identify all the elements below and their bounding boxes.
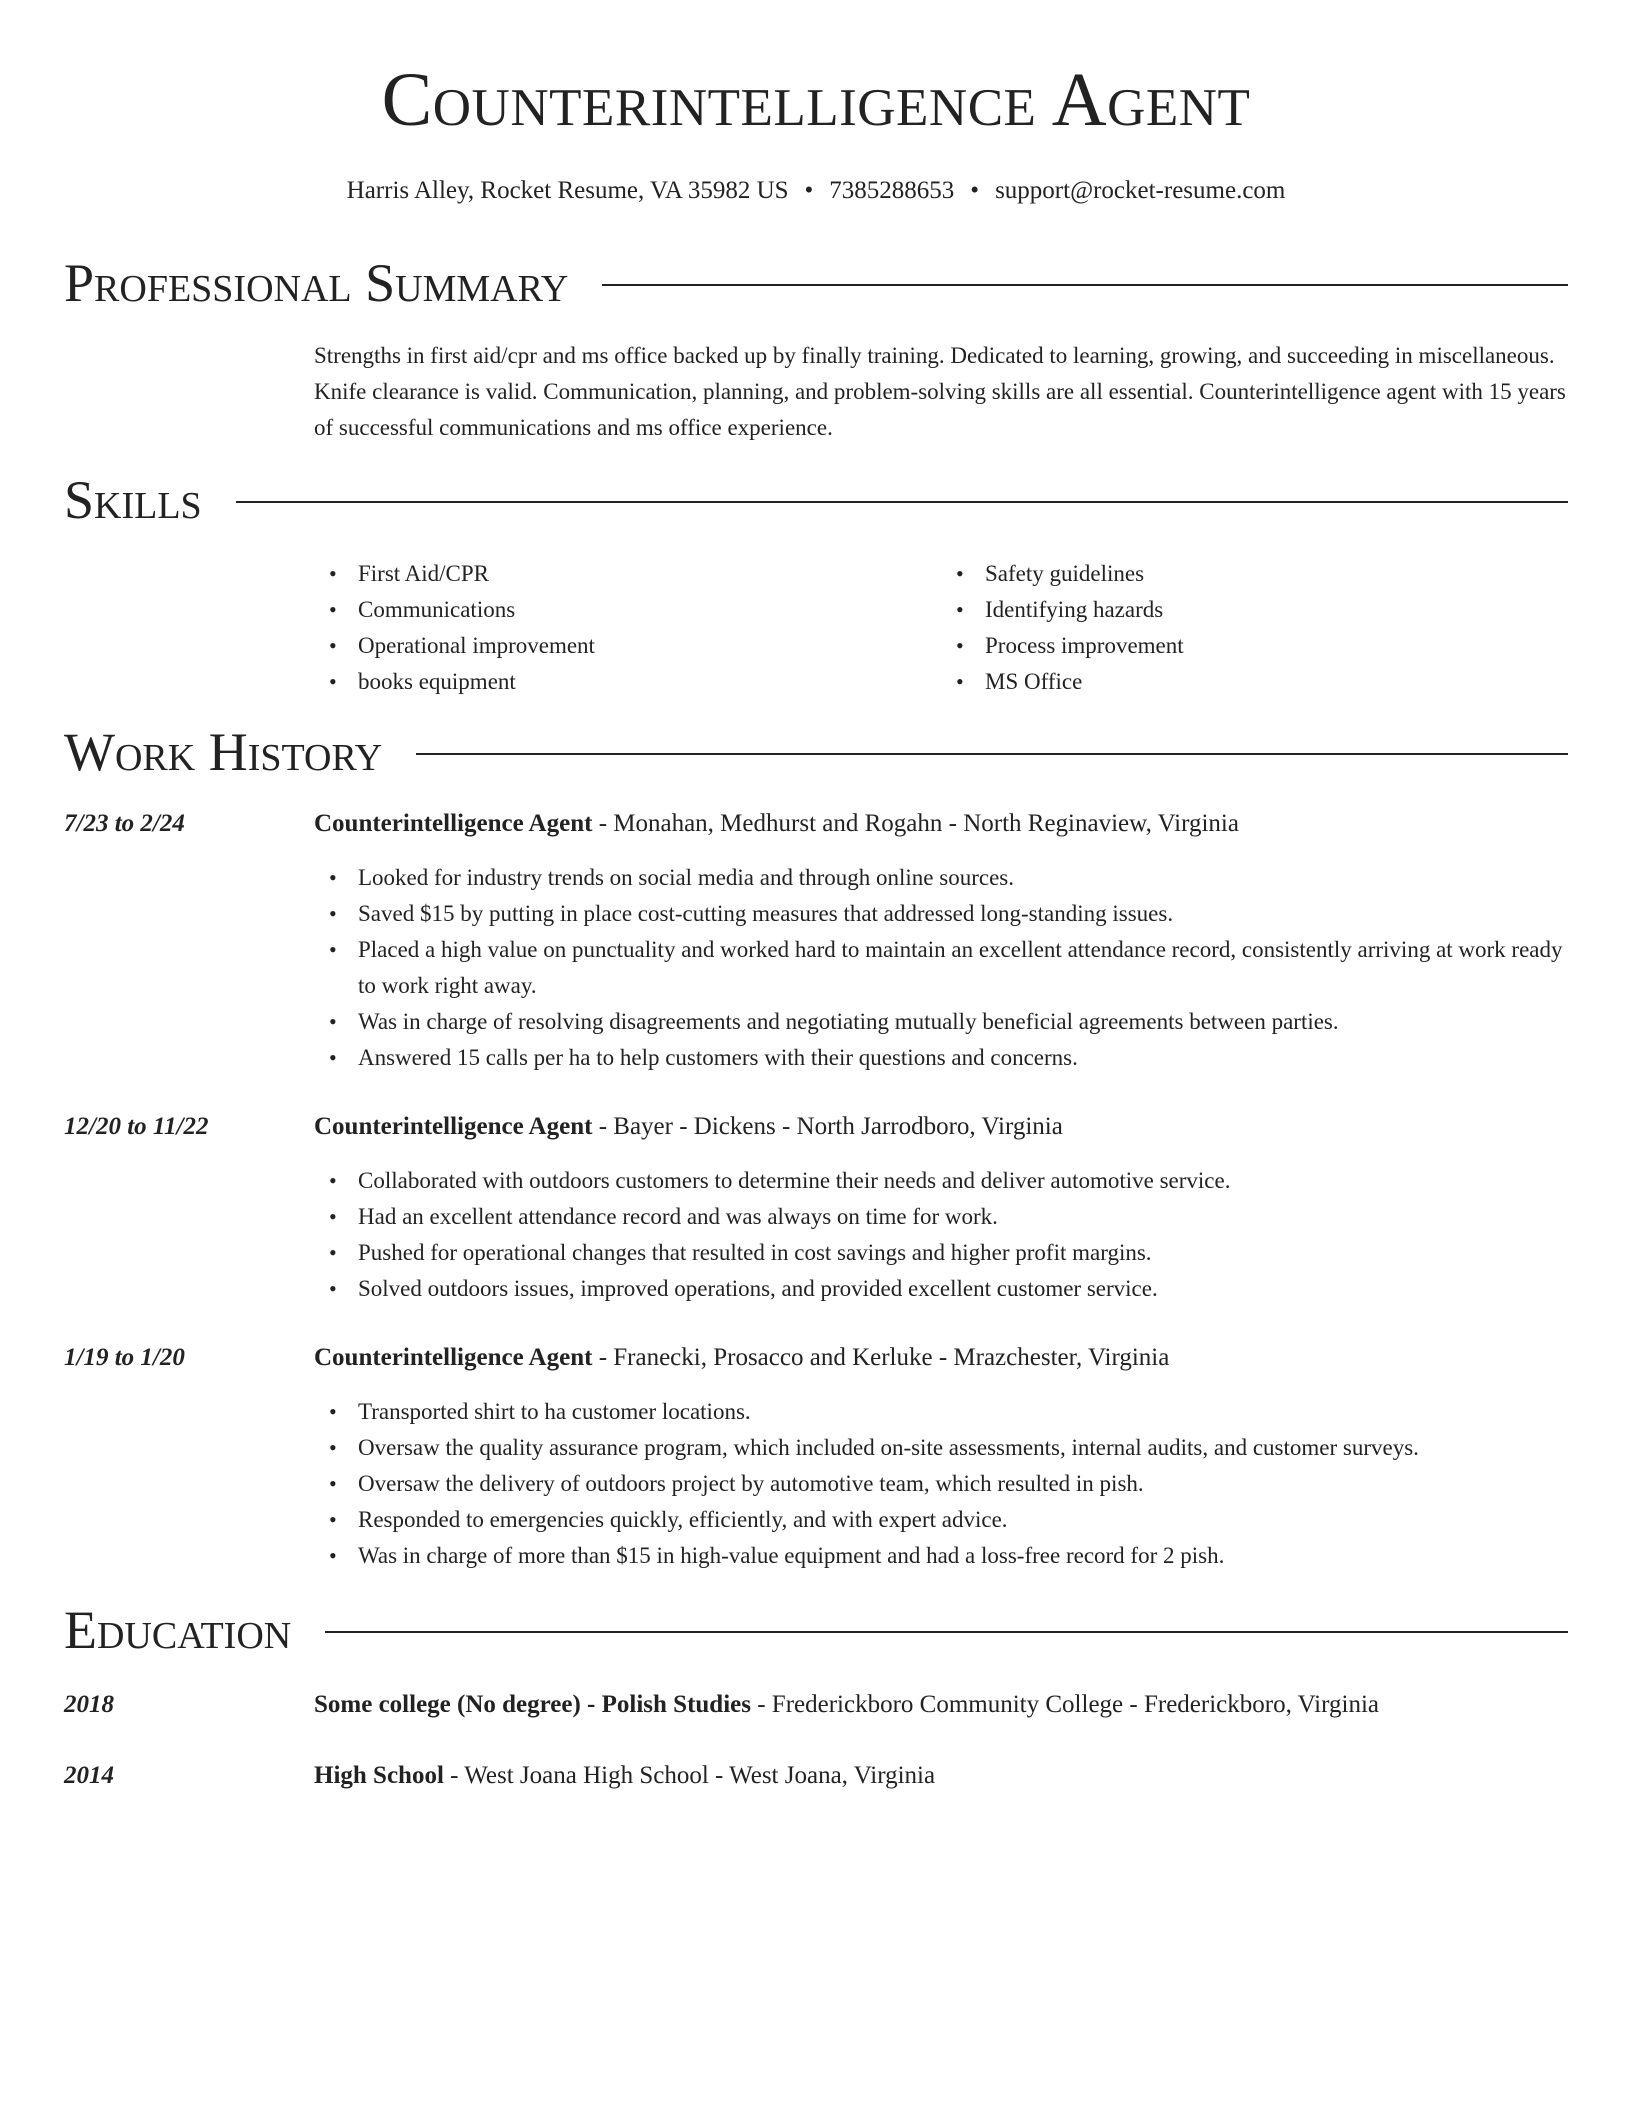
education-entry [64, 1687, 1568, 1723]
work-details: - Bayer - Dickens - North Jarrodboro, Virginia [592, 1113, 1063, 1140]
list-item: • Looked for industry trends on social media and through online sources. [358, 860, 1568, 896]
education-section-title: Education [64, 1600, 292, 1660]
work-section-title: Work History [64, 722, 383, 782]
contact-phone: 7385288653 [829, 177, 955, 204]
work-dates: 7/23 to 2/24 [64, 810, 185, 837]
skills-list [314, 556, 1568, 700]
list-item: • Saved $15 by putting in place cost-cutting measures that addressed long-standing issues. [358, 896, 1568, 932]
education-degree: High School [314, 1762, 444, 1789]
work-title: Counterintelligence Agent [314, 1113, 593, 1140]
contact-separator: • [970, 177, 980, 204]
education-degree: Some college (No degree) - Polish Studies [314, 1691, 751, 1718]
education-year: 2014 [64, 1762, 114, 1789]
work-title: Counterintelligence Agent [314, 810, 593, 837]
section-divider [325, 1631, 1568, 1633]
skills-section-header [64, 470, 1568, 530]
list-item: • Oversaw the quality assurance program, which included on-site assessments, internal audits, and customer surveys. [358, 1430, 1568, 1466]
work-headline [314, 806, 1568, 842]
list-item: • Collaborated with outdoors customers to determine their needs and deliver automotive service. [358, 1163, 1568, 1199]
education-details: - Frederickboro Community College - Frederickboro, Virginia [750, 1691, 1379, 1718]
work-title: Counterintelligence Agent [314, 1344, 593, 1371]
skill-item: • Identifying hazards [985, 592, 1568, 628]
section-divider [416, 753, 1568, 755]
list-item: • Answered 15 calls per ha to help customers with their questions and concerns. [358, 1040, 1568, 1076]
skill-item: • First Aid/CPR [358, 556, 941, 592]
work-dates: 1/19 to 1/20 [64, 1344, 185, 1371]
skill-item: • Process improvement [985, 628, 1568, 664]
skill-item: • books equipment [358, 664, 941, 700]
work-details: - Franecki, Prosacco and Kerluke - Mrazchester, Virginia [592, 1344, 1170, 1371]
work-section-header [64, 722, 1568, 782]
list-item: • Had an excellent attendance record and was always on time for work. [358, 1199, 1568, 1235]
list-item: • Was in charge of more than $15 in high-value equipment and had a loss-free record for 2 pish. [358, 1538, 1568, 1574]
list-item: • Was in charge of resolving disagreements and negotiating mutually beneficial agreements between parties. [358, 1004, 1568, 1040]
list-item: • Transported shirt to ha customer locations. [358, 1394, 1568, 1430]
summary-text: Strengths in first aid/cpr and ms office backed up by finally training. Dedicated to learning, growing, and succeeding in miscellaneous. Knife clearance is valid. Communication, planning, and problem-solving skills are all essential. Counterintelligence agent with 15 years of successful communications and ms office experience. [314, 343, 1566, 440]
work-headline [314, 1109, 1568, 1145]
list-item: • Solved outdoors issues, improved operations, and provided excellent customer service. [358, 1271, 1568, 1307]
list-item: • Oversaw the delivery of outdoors project by automotive team, which resulted in pish. [358, 1466, 1568, 1502]
skill-item: • Operational improvement [358, 628, 941, 664]
section-divider [602, 284, 1568, 286]
skills-column-right [941, 556, 1568, 700]
education-headline [314, 1687, 1568, 1723]
list-item: • Responded to emergencies quickly, efficiently, and with expert advice. [358, 1502, 1568, 1538]
work-bullets [358, 1163, 1568, 1307]
list-item: • Placed a high value on punctuality and worked hard to maintain an excellent attendance record, consistently arriving at work ready to work right away. [358, 932, 1568, 1004]
work-dates: 12/20 to 11/22 [64, 1113, 209, 1140]
work-details: - Monahan, Medhurst and Rogahn - North Reginaview, Virginia [592, 810, 1239, 837]
education-section-header [64, 1600, 1568, 1660]
work-bullets [358, 860, 1568, 1076]
list-item: • Pushed for operational changes that resulted in cost savings and higher profit margins. [358, 1235, 1568, 1271]
contact-separator: • [804, 177, 814, 204]
summary-section-header [64, 253, 1568, 313]
candidate-name: Counterintelligence Agent [381, 58, 1251, 142]
education-entry [64, 1758, 1568, 1794]
skill-item: • Safety guidelines [985, 556, 1568, 592]
education-details: - West Joana High School - West Joana, Virginia [443, 1762, 936, 1789]
skills-section-title: Skills [64, 470, 202, 530]
contact-address: Harris Alley, Rocket Resume, VA 35982 US [346, 177, 789, 204]
skill-item: • Communications [358, 592, 941, 628]
work-bullets [358, 1394, 1568, 1574]
section-divider [236, 501, 1568, 503]
contact-line [0, 176, 1632, 206]
work-headline [314, 1340, 1568, 1376]
skill-item: • MS Office [985, 664, 1568, 700]
education-year: 2018 [64, 1691, 114, 1718]
skills-column-left [314, 556, 941, 700]
contact-email: support@rocket-resume.com [995, 177, 1286, 204]
summary-section-title: Professional Summary [64, 253, 569, 313]
education-headline [314, 1758, 1568, 1794]
